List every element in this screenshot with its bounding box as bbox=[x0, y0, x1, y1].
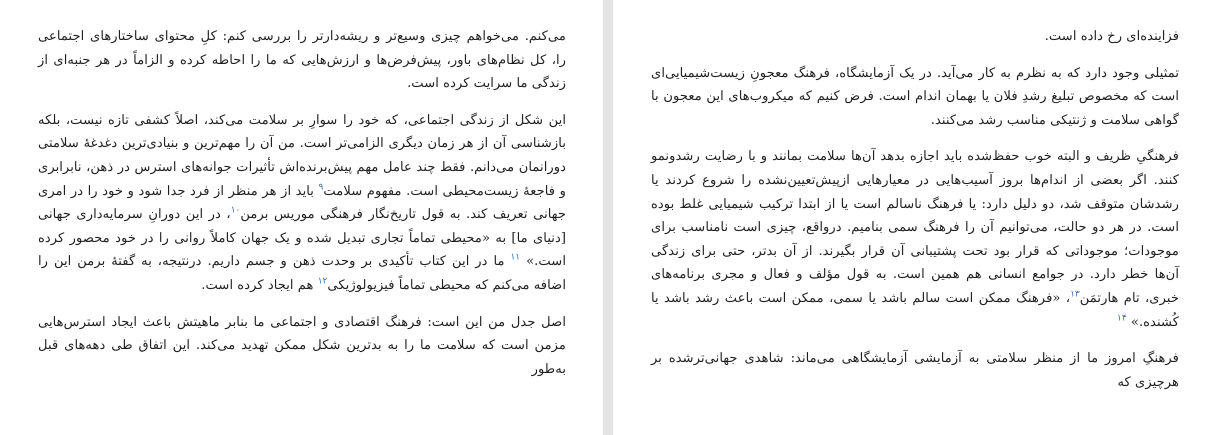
paragraph: می‌کنم. می‌خواهم چیزی وسیع‌تر و ریشه‌دارتر را بررسی کنم: کلِ محتوای ساختارهای اجتماعی را، کل نظام‌های باور، پیش‌فرض‌ها و ارزش‌هایی که ما را احاطه کرده و الزاماً در هر جنبه‌ای از زندگی ما سرایت کرده است. bbox=[38, 29, 566, 92]
paragraph: فرهنگِ امروز ما از منظر سلامتی به آزمایشی آزمایشگاهی می‌ماند: شاهدی جهانی‌ترشده بر هرچیزی که bbox=[651, 351, 1179, 390]
page-divider bbox=[603, 0, 613, 435]
text-run: فرهنگیِ ظریف و البته خوب حفظ‌شده باید اجازه بدهد آن‌ها سلامت بمانند و با رضایت رشدونمو کنند. اگر بعضی از اندام‌ها بروز آسیب‌هایی در معیارهایی ازپیش‌تعیین‌نشده را شروع کردند یا رشدشان متوقف شد، دو دلیل دارد: یا فرهنگ ناسالم است یا از ابتدا ترکیب شیمیایی غلط بوده است. در هر دو حالت، می‌توانیم آن را فرهنگ سمی بنامیم. درواقع، چیزی است نامناسب برای موجودات؛ موجوداتی که قرار بود تحت پشتیبانی آن قرار بگیرند. از آن بدتر، حتی برای زندگی آن‌ها خطر دارد. در جوامع انسانی هم همین است. به قول مؤلف و فعال و مجری برنامه‌های خبری، تام هارتمَن bbox=[651, 149, 1179, 306]
paragraph: فزاینده‌ای رخ داده است. bbox=[1044, 29, 1179, 44]
paragraph bbox=[651, 145, 1179, 334]
text-run: هم ایجاد کرده است. bbox=[201, 277, 314, 293]
text-run: ، در این دورانِ سرمایه‌داری جهانی [دنیای ما] به «محیطی تماماً تجاری تبدیل شده و یک جهان کاملاً روانی را در خود محصور کرده است.» bbox=[38, 207, 567, 270]
footnote-ref-13[interactable]: ۱۳ bbox=[1070, 289, 1080, 300]
text-run: باید از هر منظر از فرد جدا شود و خود را در امری جهانی تعریف کند. به قول تاریخ‌نگار فرهنگی موریس برمن bbox=[38, 183, 566, 223]
paragraph: تمثیلی وجود دارد که به نظرم به کار می‌آید. در یک آزمایشگاه، فرهنگ معجونِ زیست‌شیمیایی‌ای است که مخصوص تبلیغ رشدِ فلان یا بهمان اندام است. فرض کنیم که میکروب‌های این معجون با گواهی سلامت و ژنتیکی مناسب رشد می‌کنند. bbox=[651, 65, 1179, 128]
left-page-text bbox=[38, 25, 566, 394]
text-run: ما در این کتاب تأکیدی بر وحدت ذهن و جسم داریم. درنتیجه، به گفتهٔ برمن این را اضافه می‌کنم که محیطی تماماً فیزیولوژیکی bbox=[38, 254, 566, 293]
right-page bbox=[613, 0, 1216, 435]
left-page bbox=[0, 0, 603, 435]
footnote-ref-11[interactable]: ۱۱ bbox=[510, 252, 521, 263]
footnote-ref-12[interactable]: ۱۲ bbox=[317, 276, 328, 287]
footnote-ref-9[interactable]: ۹ bbox=[318, 182, 324, 193]
footnote-ref-10[interactable]: ۱۰ bbox=[230, 205, 241, 216]
text-run: این شکل از زندگی اجتماعی، که خود را سوارِ بر سلامت می‌کند، اصلاً کشفی تازه نیست، بلکه بازشناسی آن از هر زمان دیگری الزامی‌تر است. من آن را مهم‌ترین و بنیادی‌ترین دغدغهٔ سلامتی دورانمان می‌دانم. فقط چند عامل مهم پیش‌برنده‌اش تأثیرات جوانه‌های استرس در ذهن، نابرابری و فاجعهٔ زیست‌محیطی است. مفهوم سلامت bbox=[38, 112, 566, 199]
paragraph bbox=[38, 109, 566, 298]
right-page-text bbox=[651, 25, 1179, 407]
text-run: ، «فرهنگ ممکن است سالم باشد یا سمی، ممکن است باعث رشد باشد یا کُشنده.» bbox=[651, 290, 1179, 330]
footnote-ref-14[interactable]: ۱۴ bbox=[1117, 313, 1127, 324]
paragraph: اصل جدل من این است: فرهنگ اقتصادی و اجتماعی ما بنابر ماهیتش باعث ایجاد استرس‌هایی مزمن است که سلامت ما را به بدترین شکل ممکن تهدید می‌کند. این اتفاق طی دهه‌های قبل به‌طور bbox=[38, 314, 566, 377]
